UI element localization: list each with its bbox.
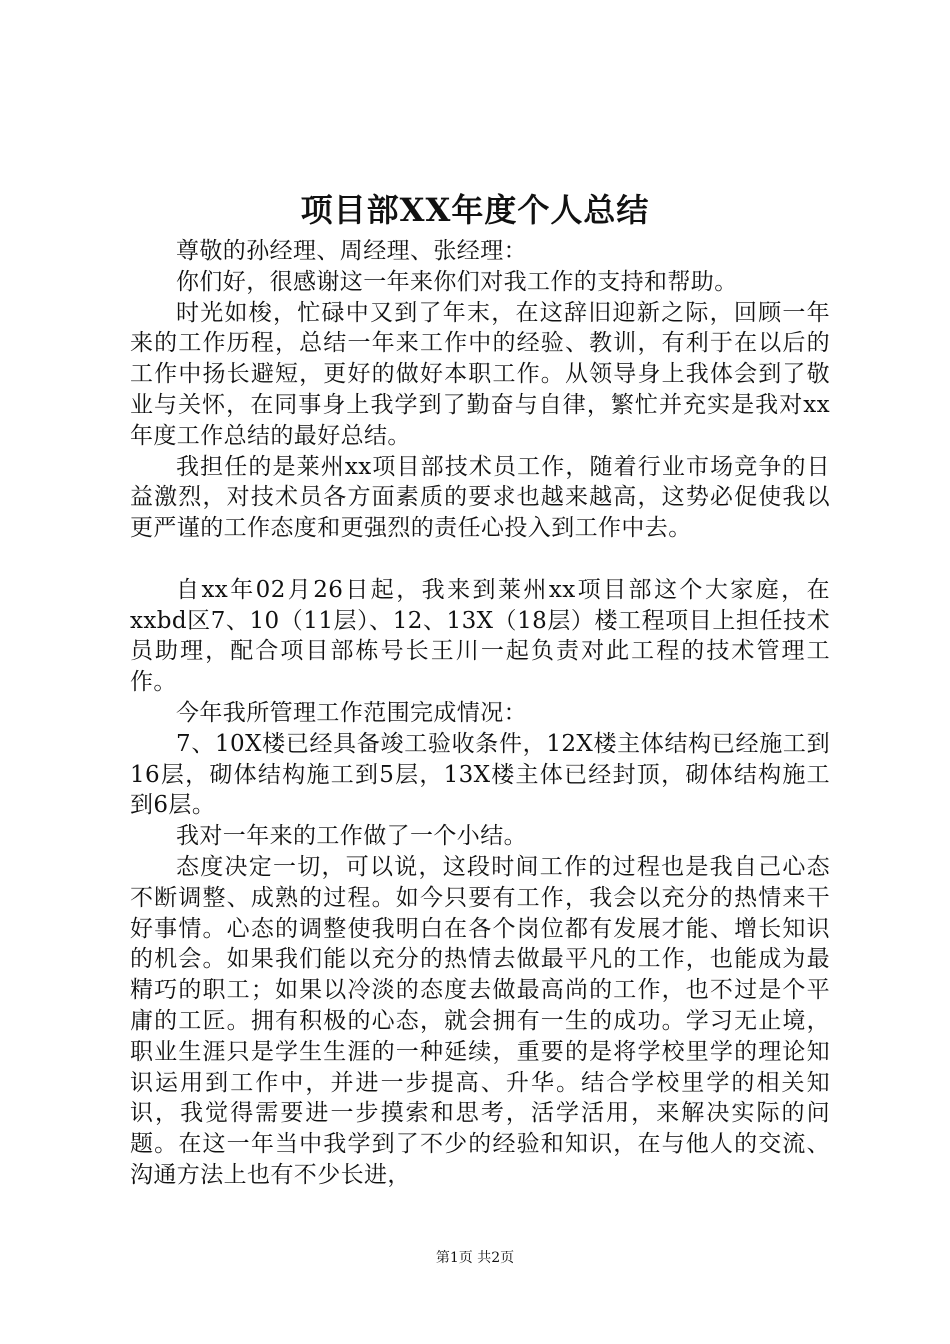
summary-intro: 我对一年来的工作做了一个小结。 — [176, 823, 527, 850]
salutation: 尊敬的孙经理、周经理、张经理： — [176, 238, 527, 264]
progress-heading: 今年我所管理工作范围完成情况： — [176, 699, 527, 726]
assignment-paragraph: 自xx年02月26日起，我来到莱州xx项目部这个大家庭，在xxbd区7、10（11层）、12、13X（18层）楼工程项目上担任技术员助理，配合项目部栋号长王川一起负责对此工程的技术管理工作。 — [130, 576, 830, 696]
page-footer: 第1页 共2页 — [435, 1250, 515, 1266]
intro-paragraph: 时光如梭，忙碌中又到了年末，在这辞旧迎新之际，回顾一年来的工作历程，总结一年来工作中的经验、教训，有利于在以后的工作中扬长避短，更好的做好本职工作。从领导身上我体会到了敬业与关怀，在同事身上我学到了勤奋与自律，繁忙并充实是我对xx年度工作总结的最好总结。 — [130, 299, 830, 449]
greeting-paragraph: 你们好，很感谢这一年来你们对我工作的支持和帮助。 — [176, 268, 738, 295]
role-paragraph: 我担任的是莱州xx项目部技术员工作，随着行业市场竞争的日益激烈，对技术员各方面素质的要求也越来越高，这势必促使我以更严谨的工作态度和更强烈的责任心投入到工作中去。 — [130, 453, 830, 542]
document-title: 项目部XX年度个人总结 — [300, 191, 650, 229]
attitude-paragraph: 态度决定一切，可以说，这段时间工作的过程也是我自己心态不断调整、成熟的过程。如今只要有工作，我会以充分的热情来干好事情。心态的调整使我明白在各个岗位都有发展才能、增长知识的机会。如果我们能以充分的热情去做最平凡的工作，也能成为最精巧的职工；如果以冷淡的态度去做最高尚的工作，也不过是个平庸的工匠。拥有积极的心态，就会拥有一生的成功。学习无止境，职业生涯只是学生生涯的一种延续，重要的是将学校里学的理论知识运用到工作中，并进一步提高、升华。结合学校里学的相关知识，我觉得需要进一步摸索和思考，活学活用，来解决实际的问题。在这一年当中我学到了不少的经验和知识，在与他人的交流、沟通方法上也有不少长进， — [130, 853, 830, 1188]
progress-paragraph: 7、10X楼已经具备竣工验收条件，12X楼主体结构已经施工到16层，砌体结构施工到5层，13X楼主体已经封顶，砌体结构施工到6层。 — [130, 730, 830, 819]
document-body — [130, 236, 830, 1191]
